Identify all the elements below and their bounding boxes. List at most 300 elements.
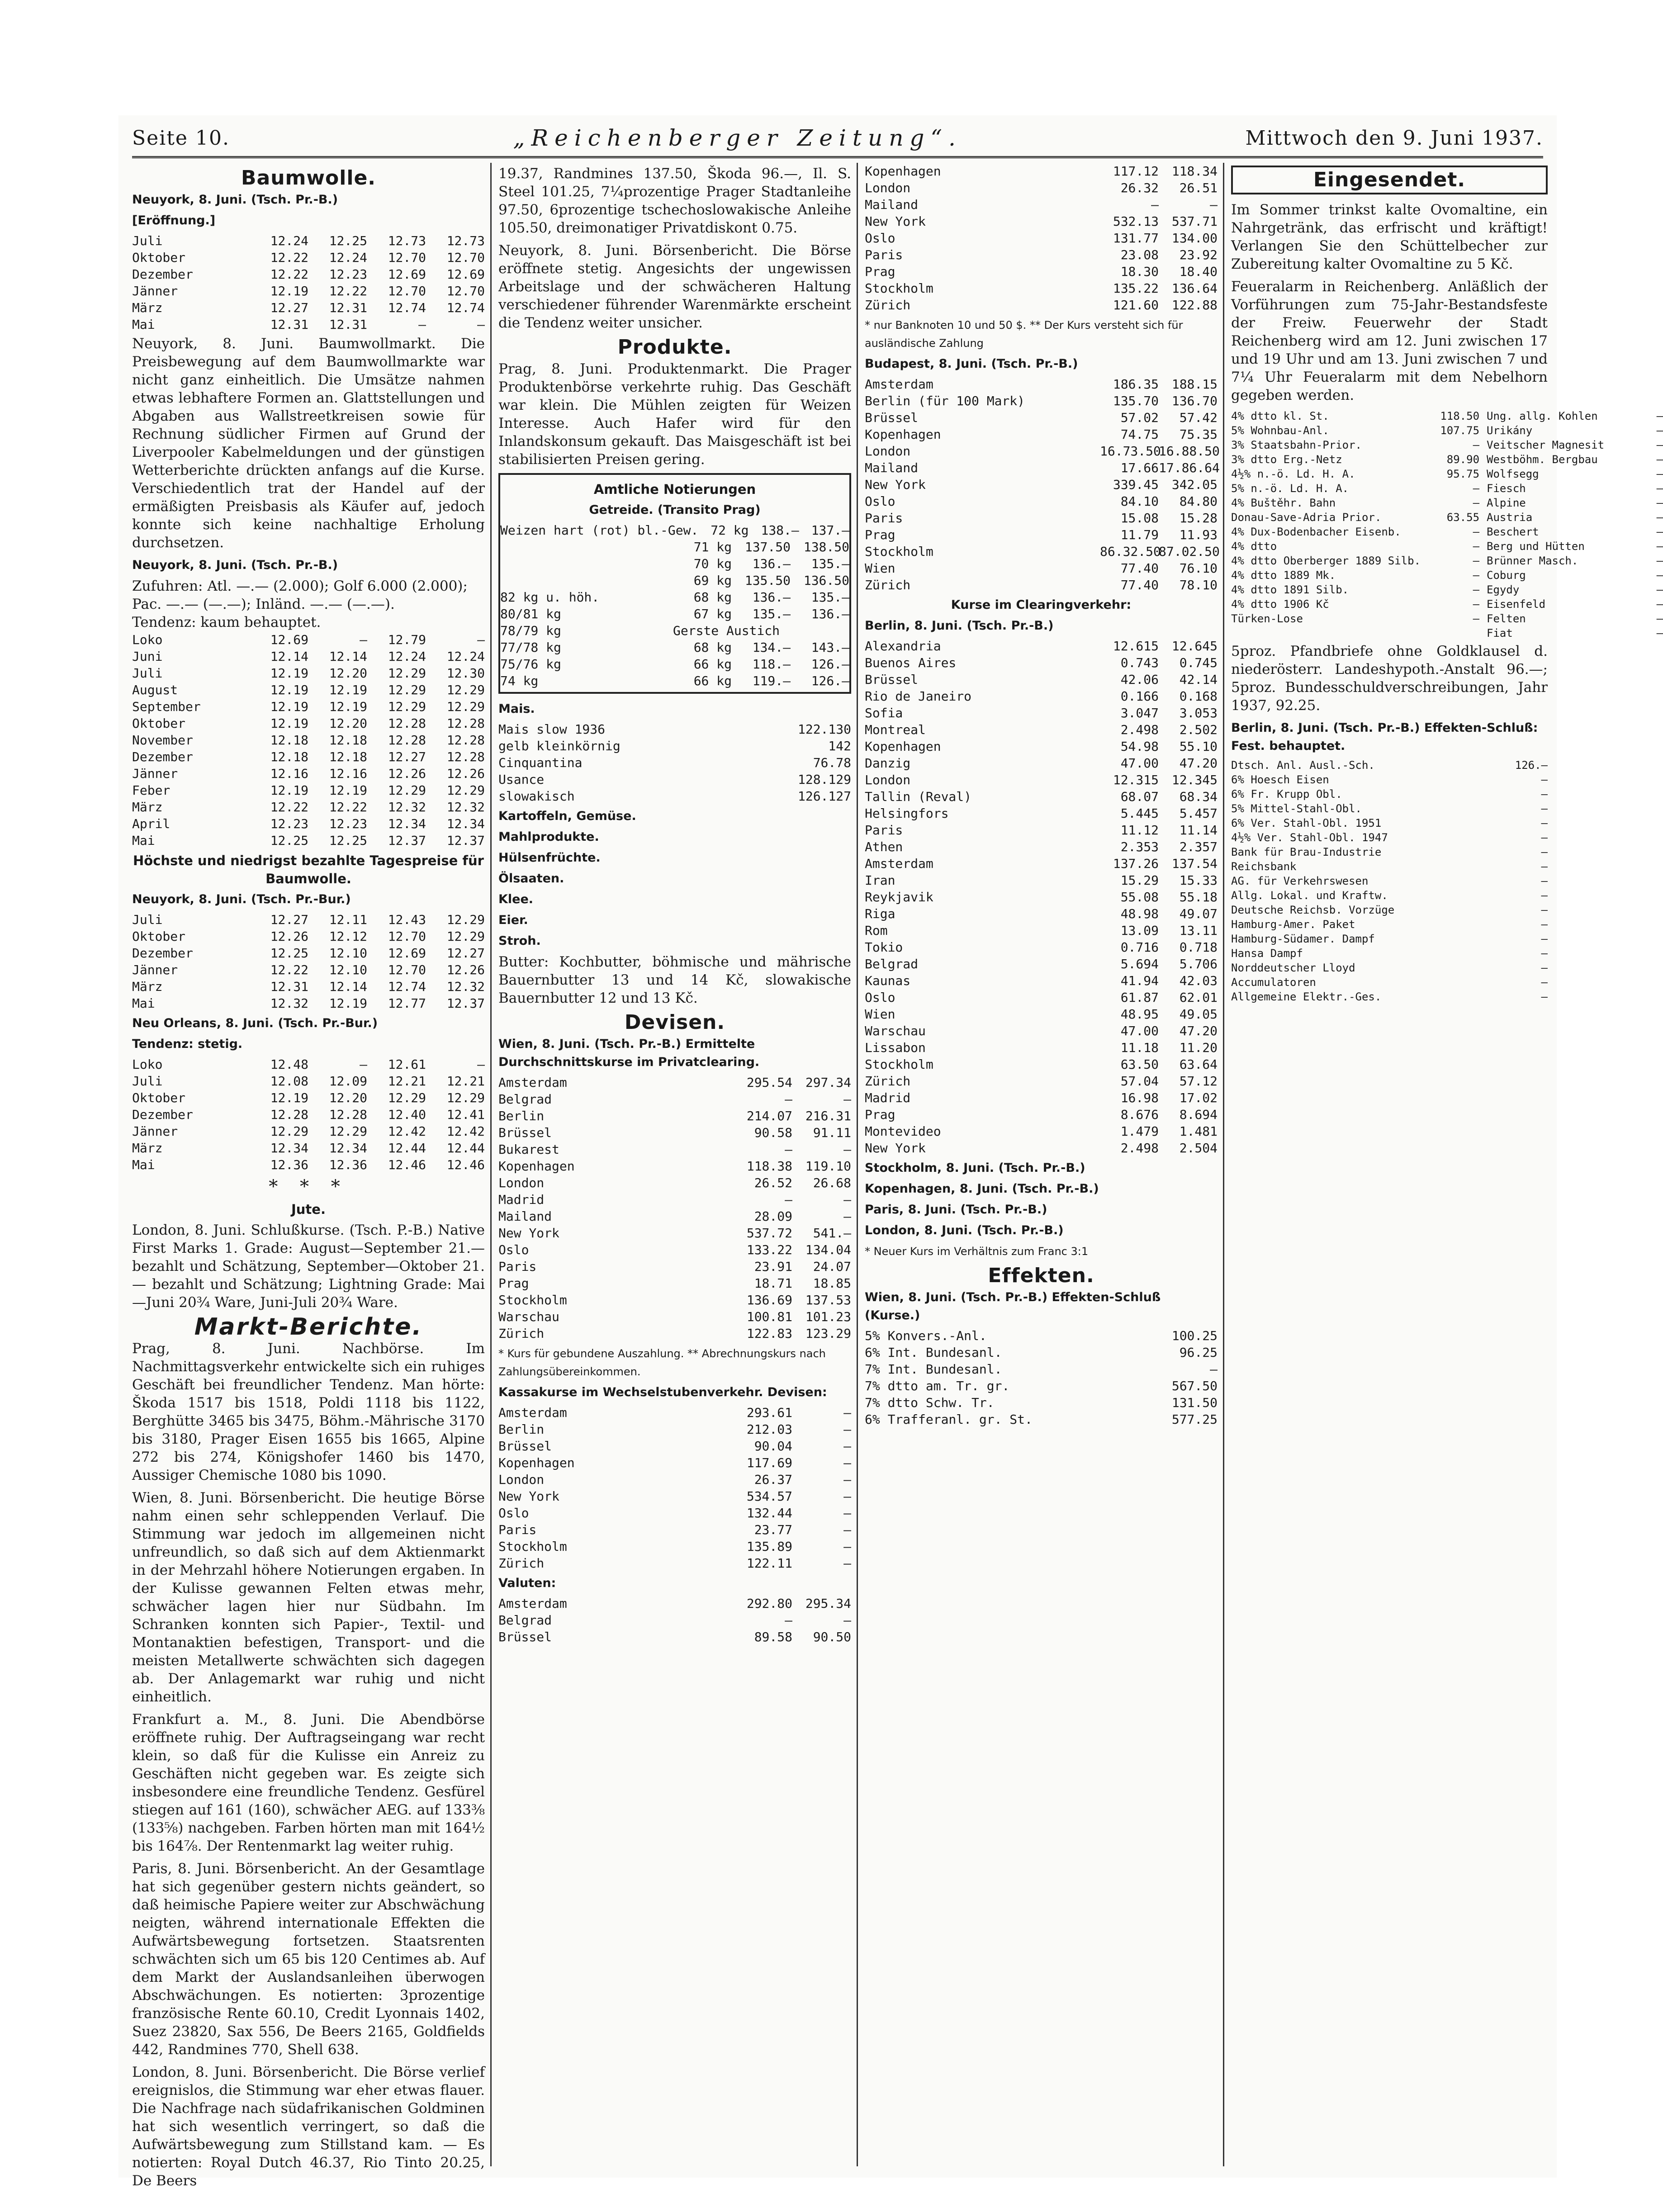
table-row [1487, 438, 1663, 452]
table-row [865, 922, 1218, 939]
row-value: 84.80 [1179, 494, 1218, 509]
row-label: 4% Dux-Bodenbacher Eisenb. [1231, 526, 1401, 538]
row-label: März [132, 979, 163, 994]
row-value: 26.52 [754, 1175, 792, 1190]
row-value: 12.46 [446, 1157, 485, 1172]
table-row [865, 889, 1218, 905]
table-row [865, 956, 1218, 972]
row-label: Kopenhagen [865, 164, 941, 179]
row-value: 12.19 [270, 783, 308, 798]
row-label: Urikány [1487, 424, 1533, 437]
row-value: 12.20 [329, 666, 367, 681]
quote-table [132, 911, 485, 1012]
row-value: 42.03 [1179, 973, 1218, 988]
row-value: 48.95 [1120, 1007, 1159, 1022]
row-label: 4% dtto kl. St. [1231, 410, 1329, 422]
market-heading: Berlin, 8. Juni. (Tsch. Pr.-B.) Effekten-Schluß: Fest. behauptet. [1231, 721, 1538, 753]
row-value: 293.61 [746, 1405, 792, 1420]
row-value: — [843, 1192, 851, 1207]
row-value: 66 kg [693, 673, 732, 688]
row-value: 2.502 [1179, 722, 1218, 737]
row-value: — [1541, 933, 1548, 945]
section-title-effekten: Effekten. [988, 1264, 1094, 1287]
row-label: Tallin (Reval) [865, 789, 972, 804]
table-row [498, 1175, 851, 1191]
row-value: 12.14 [329, 979, 367, 994]
row-value: 24.07 [813, 1259, 851, 1274]
table-row [132, 1106, 485, 1123]
row-value: 12.12 [329, 929, 367, 944]
row-value: 118.— [752, 657, 791, 672]
row-value: — [843, 1556, 851, 1571]
row-label: Amsterdam [865, 856, 933, 871]
row-value: 12.20 [329, 716, 367, 731]
table-row [500, 589, 849, 606]
row-value: 135.50 [744, 573, 791, 588]
subsection-title: Kartoffeln, Gemüse. [498, 809, 636, 823]
row-value: 57.04 [1120, 1074, 1159, 1089]
column-2 [498, 163, 851, 2166]
row-value: 12.74 [388, 300, 426, 315]
row-value: 12.27 [270, 912, 308, 927]
row-value: 12.27 [446, 946, 485, 961]
row-label: Amsterdam [865, 377, 933, 392]
subsection-title: Mahlprodukte. [498, 830, 599, 844]
market-heading: Neuyork, 8. Juni. (Tsch. Pr.-B.) [132, 558, 338, 572]
table-row [132, 945, 485, 962]
table-row [865, 163, 1218, 180]
row-value: 12.43 [388, 912, 426, 927]
row-value: 74.75 [1120, 427, 1159, 442]
row-value: — [1473, 569, 1480, 582]
row-value: 12.29 [446, 682, 485, 697]
row-label [500, 572, 673, 589]
row-value: 119.— [752, 673, 791, 688]
row-value: — [360, 1057, 367, 1072]
row-value: 136.64 [1171, 281, 1218, 296]
subsection-title: Getreide. (Transito Prag) [589, 503, 761, 517]
row-value: 12.70 [388, 284, 426, 298]
quote-table [865, 1327, 1218, 1428]
row-value: 12.21 [446, 1074, 485, 1089]
row-value: 131.50 [1171, 1395, 1218, 1410]
table-row [1231, 467, 1479, 481]
row-value: Gerste Austich [673, 623, 780, 638]
row-value: 12.29 [388, 1090, 426, 1105]
row-value: — [1656, 583, 1663, 596]
row-label: Norddeutscher Lloyd [1231, 962, 1355, 974]
row-value: 90.58 [754, 1125, 792, 1140]
row-label: 78/79 kg [500, 623, 561, 638]
row-value: 5.694 [1120, 957, 1159, 971]
table-row [500, 539, 849, 555]
footnote: * Neuer Kurs im Verhältnis zum Franc 3:1 [865, 1245, 1089, 1258]
market-heading: Kopenhagen, 8. Juni. (Tsch. Pr.-B.) [865, 1182, 1099, 1196]
row-value: 12.42 [446, 1124, 485, 1139]
row-value: — [785, 1192, 792, 1207]
row-label: Beschert [1487, 526, 1539, 538]
row-label: Mai [132, 833, 155, 848]
subsection-title: Hülsenfrüchte. [498, 851, 601, 865]
table-row [865, 972, 1218, 989]
table-row [1487, 510, 1663, 525]
row-value: 49.07 [1179, 906, 1218, 921]
table-row [865, 1106, 1218, 1123]
row-value: 12.26 [446, 962, 485, 977]
table-row [1231, 554, 1479, 568]
table-row [498, 1275, 851, 1292]
market-heading: Neu Orleans, 8. Juni. (Tsch. Pr.-Bur.) [132, 1016, 378, 1030]
row-label: März [132, 800, 163, 815]
row-value: 63.50 [1120, 1057, 1159, 1072]
newspaper-title: „Reichenberger Zeitung“. [513, 125, 962, 151]
row-label: Türken-Lose [1231, 612, 1303, 625]
market-heading: Paris, 8. Juni. (Tsch. Pr.-B.) [865, 1203, 1047, 1217]
row-value: 12.34 [329, 1141, 367, 1156]
row-label: Montevideo [865, 1124, 941, 1139]
row-label: 74 kg [500, 673, 539, 688]
row-value: — [1541, 773, 1548, 786]
table-row [865, 409, 1218, 426]
row-label: Kopenhagen [865, 739, 941, 754]
market-heading: Berlin, 8. Juni. (Tsch. Pr.-B.) [865, 619, 1054, 633]
table-row [132, 1073, 485, 1089]
row-value: 12.22 [329, 284, 367, 298]
row-value: 12.29 [446, 1090, 485, 1105]
table-row [1231, 845, 1548, 859]
row-value: 134.04 [805, 1242, 851, 1257]
row-value: 12.28 [329, 1107, 367, 1122]
quote-table [500, 522, 849, 689]
row-value: 3.053 [1179, 706, 1218, 720]
table-row [865, 1073, 1218, 1089]
row-label: Warschau [865, 1023, 926, 1038]
row-value: 12.31 [329, 300, 367, 315]
row-value: 133.22 [746, 1242, 792, 1257]
row-value: 12.29 [388, 666, 426, 681]
table-row [498, 1308, 851, 1325]
row-value: 577.25 [1171, 1412, 1218, 1427]
row-label: Juli [132, 1074, 163, 1089]
row-value: 12.315 [1113, 772, 1159, 787]
table-row [1231, 758, 1548, 772]
table-row [500, 622, 849, 639]
quote-table [1231, 409, 1479, 640]
row-value: 12.30 [446, 666, 485, 681]
row-label: Paris [865, 247, 903, 262]
advertisement: Im Sommer trinkst kalte Ovomaltine, ein Nahrgetränk, das erfrischt und kräftigt! Verlangen Sie den Schüttelbecher zur Zubereitung kalter Ovomaltine zu 5 Kč. [1231, 202, 1548, 272]
row-value: — [843, 1142, 851, 1157]
page-number: Seite 10. [132, 126, 230, 150]
row-value: 61.87 [1120, 990, 1159, 1005]
market-report: Prag, 8. Juni. Produktenmarkt. Die Prager Produktenbörse verkehrte ruhig. Das Geschäft war klein. Die Mühlen zeigten für Weizen Interesse. Auch Hafer wird für den Inlandskonsum gekauft. Das Maisgeschäft ist bei stabilisierten Preisen gering. [498, 361, 851, 468]
table-row [1487, 481, 1663, 496]
row-label: Alpine [1487, 497, 1526, 509]
row-label: New York [865, 477, 926, 492]
market-heading: Kurse im Clearingverkehr: [951, 598, 1132, 612]
table-row [132, 316, 485, 333]
table-row [865, 246, 1218, 263]
market-heading: Wien, 8. Juni. (Tsch. Pr.-B.) Ermittelte Durchschnittskurse im Privatclearing. [498, 1037, 760, 1069]
market-heading: Neuyork, 8. Juni. (Tsch. Pr.-B.) [132, 193, 338, 207]
row-value: 12.32 [388, 800, 426, 815]
row-label: slowakisch [498, 789, 575, 804]
row-value: 90.04 [754, 1439, 792, 1454]
row-value: 68 kg [693, 640, 732, 655]
row-value: 28.09 [754, 1209, 792, 1224]
row-value: 186.35 [1113, 377, 1159, 392]
row-value: 12.25 [270, 946, 308, 961]
row-value: 26.51 [1179, 180, 1218, 195]
row-value: 12.27 [270, 300, 308, 315]
table-row [498, 1471, 851, 1488]
table-row [865, 671, 1218, 688]
table-row [1231, 917, 1548, 932]
row-label: Deutsche Reichsb. Vorzüge [1231, 904, 1395, 916]
quote-table [498, 721, 851, 805]
table-row [865, 1344, 1218, 1361]
row-label: Montreal [865, 722, 926, 737]
table-row [1487, 539, 1663, 554]
row-value: 12.46 [388, 1157, 426, 1172]
row-value: 12.69 [388, 946, 426, 961]
row-value: 12.23 [270, 816, 308, 831]
row-value: 138.— [761, 523, 799, 538]
row-value: 12.37 [388, 833, 426, 848]
market-report: Neuyork, 8. Juni. Börsenbericht. Die Börse eröffnete stetig. Angesichts der ungewissen Arbeitslage und der schwächeren Haltung verschiedener führender Warenmärkte erscheint die Tendenz weiter unsicher. [498, 242, 851, 331]
row-value: 126.— [811, 673, 849, 688]
row-value: 136.— [752, 590, 791, 605]
row-value: 12.73 [388, 233, 426, 248]
row-value: 117.69 [746, 1455, 792, 1470]
table-row [498, 1258, 851, 1275]
table-row [498, 1141, 851, 1158]
row-value: 339.45 [1113, 477, 1159, 492]
row-value: 75.35 [1179, 427, 1218, 442]
row-value: 121.60 [1113, 298, 1159, 313]
table-row [865, 476, 1218, 493]
row-value: 135.22 [1113, 281, 1159, 296]
row-value: 12.29 [446, 929, 485, 944]
row-value: 12.24 [270, 233, 308, 248]
row-value: 2.498 [1120, 1141, 1159, 1156]
row-value: — [1473, 612, 1480, 625]
row-label: Madrid [865, 1090, 911, 1105]
market-heading: Neuyork, 8. Juni. (Tsch. Pr.-Bur.) [132, 892, 351, 906]
row-value: — [1656, 410, 1663, 422]
row-value: 12.29 [446, 699, 485, 714]
table-row [132, 1056, 485, 1073]
table-row [865, 872, 1218, 889]
row-label: Jänner [132, 1124, 178, 1139]
row-value: — [1541, 990, 1548, 1003]
row-label: März [132, 1141, 163, 1156]
market-heading: Budapest, 8. Juni. (Tsch. Pr.-B.) [865, 357, 1078, 371]
row-value: 5.445 [1120, 806, 1159, 821]
row-value: 12.23 [329, 267, 367, 282]
row-value: 8.694 [1179, 1107, 1218, 1122]
table-row [865, 1089, 1218, 1106]
row-label: London [498, 1175, 545, 1190]
row-label: September [132, 699, 201, 714]
row-value: 70 kg [693, 556, 732, 571]
row-value: 12.32 [446, 800, 485, 815]
row-value: 2.353 [1120, 839, 1159, 854]
row-label: 7% dtto am. Tr. gr. [865, 1378, 1010, 1393]
row-label: Wolfsegg [1487, 468, 1539, 480]
row-value: — [843, 1522, 851, 1537]
table-row [865, 755, 1218, 772]
row-label: Oktober [132, 716, 186, 731]
row-label: April [132, 816, 171, 831]
table-row [498, 1521, 851, 1538]
row-value: 12.11 [329, 912, 367, 927]
row-value: — [1656, 554, 1663, 567]
row-label: Hansa Dampf [1231, 947, 1303, 960]
row-label: 5% Wohnbau-Anl. [1231, 424, 1329, 437]
row-value: 12.74 [388, 979, 426, 994]
row-value: 12.24 [388, 649, 426, 664]
row-value: 135.— [811, 590, 849, 605]
row-label: Dezember [132, 267, 193, 282]
row-value: — [1656, 598, 1663, 611]
row-label: 80/81 kg [500, 606, 561, 621]
market-tendency: Tendenz: stetig. [132, 1037, 243, 1051]
row-value: 12.74 [446, 300, 485, 315]
row-value: 134.00 [1171, 231, 1218, 246]
row-label: London [865, 180, 911, 195]
table-row [1231, 452, 1479, 467]
row-label: Amsterdam [498, 1405, 567, 1420]
table-row [865, 376, 1218, 393]
row-value: 23.91 [754, 1259, 792, 1274]
row-value: 57.12 [1179, 1074, 1218, 1089]
table-row [865, 638, 1218, 654]
row-label: Brüssel [865, 672, 919, 687]
row-value: — [1541, 788, 1548, 800]
row-label: November [132, 733, 193, 748]
row-label: Zürich [865, 578, 911, 592]
row-value: — [1656, 482, 1663, 495]
table-row [1231, 961, 1548, 975]
row-label: Westböhm. Bergbau [1487, 453, 1598, 466]
table-row [498, 1629, 851, 1645]
row-value: 57.02 [1120, 410, 1159, 425]
row-value: 11.18 [1120, 1040, 1159, 1055]
table-row [1231, 859, 1548, 874]
table-row [865, 822, 1218, 838]
row-value: 15.28 [1179, 511, 1218, 526]
row-value: 135.89 [746, 1539, 792, 1554]
row-value: 122.83 [746, 1326, 792, 1341]
table-row [498, 1091, 851, 1108]
row-value: — [1656, 453, 1663, 466]
row-value: 12.36 [329, 1157, 367, 1172]
table-row [498, 1454, 851, 1471]
row-label: Berlin (für 100 Mark) [865, 393, 1025, 408]
table-row [865, 805, 1218, 822]
row-value: — [1541, 962, 1548, 974]
row-value: 136.70 [1171, 393, 1218, 408]
row-value: — [1656, 468, 1663, 480]
row-label: Rom [865, 923, 888, 938]
table-row [132, 299, 485, 316]
row-label: Hamburg-Amer. Paket [1231, 918, 1355, 931]
table-row [500, 572, 849, 589]
table-row [1487, 583, 1663, 597]
table-row [498, 1325, 851, 1342]
market-heading: Wien, 8. Juni. (Tsch. Pr.-B.) Effekten-Schluß (Kurse.) [865, 1290, 1161, 1322]
row-label: Berg und Hütten [1487, 540, 1585, 553]
row-label: 82 kg u. höh. [500, 590, 600, 605]
row-value: 118.50 [1440, 410, 1480, 422]
row-value: 12.23 [329, 816, 367, 831]
table-row [132, 1089, 485, 1106]
row-value: 12.19 [270, 699, 308, 714]
row-label: Madrid [498, 1192, 545, 1207]
table-row [132, 815, 485, 832]
table-row [498, 1208, 851, 1225]
row-value: 26.37 [754, 1472, 792, 1487]
row-value: 12.14 [329, 649, 367, 664]
row-value: — [1541, 831, 1548, 844]
row-label: Brüssel [498, 1439, 552, 1454]
table-row [498, 1488, 851, 1505]
row-label: Jänner [132, 284, 178, 298]
row-value: 100.25 [1171, 1328, 1218, 1343]
row-label: Mailand [865, 197, 919, 212]
row-label: Reichsbank [1231, 860, 1297, 873]
row-label: 6% Int. Bundesanl. [865, 1345, 1002, 1360]
row-value: 12.16 [329, 766, 367, 781]
market-report: London, 8. Juni. Börsenbericht. Die Börse verlief ereignislos, die Stimmung war eher etwas flauer. Die Nachfrage nach südafrikanischen Goldminen hat sich wesentlich verringert, so daß die Aufwärtsbewegung zum Stillstand kam. — Es notierten: Royal Dutch 46.37, Rio Tinto 20.25, De Beers [132, 2064, 485, 2189]
row-label: Belgrad [498, 1092, 552, 1107]
table-row [865, 1378, 1218, 1394]
market-note-line: Pac. —.— (—.—); Inländ. —.— (—.—). [132, 596, 395, 612]
table-row [498, 1438, 851, 1454]
table-row [1231, 888, 1548, 903]
table-row [498, 1612, 851, 1629]
row-label: Prag [865, 264, 895, 279]
row-value: 23.92 [1179, 247, 1218, 262]
row-label: 5% Konvers.-Anl. [865, 1328, 987, 1343]
row-value: — [843, 1506, 851, 1520]
row-value: 12.34 [270, 1141, 308, 1156]
row-value: 12.08 [270, 1074, 308, 1089]
table-row [500, 522, 849, 539]
quote-table [1231, 758, 1548, 1004]
newspaper-page [118, 115, 1663, 2189]
row-label: Juli [132, 912, 163, 927]
row-value: 297.34 [805, 1075, 851, 1090]
table-row [865, 772, 1218, 788]
row-value: 12.28 [446, 733, 485, 748]
row-value: 12.70 [388, 962, 426, 977]
table-row [865, 705, 1218, 721]
row-label: 5% n.-ö. Ld. H. A. [1231, 482, 1349, 495]
table-row [498, 1124, 851, 1141]
row-value: 126.— [1515, 759, 1548, 772]
table-row [132, 1156, 485, 1173]
row-value: 122.88 [1171, 298, 1218, 313]
row-value [732, 622, 791, 639]
row-value: — [1656, 526, 1663, 538]
market-heading: Valuten: [498, 1576, 556, 1590]
table-row [1231, 597, 1479, 611]
row-value: — [1541, 889, 1548, 902]
table-row [500, 639, 849, 656]
row-label: Veitscher Magnesit [1487, 439, 1605, 451]
